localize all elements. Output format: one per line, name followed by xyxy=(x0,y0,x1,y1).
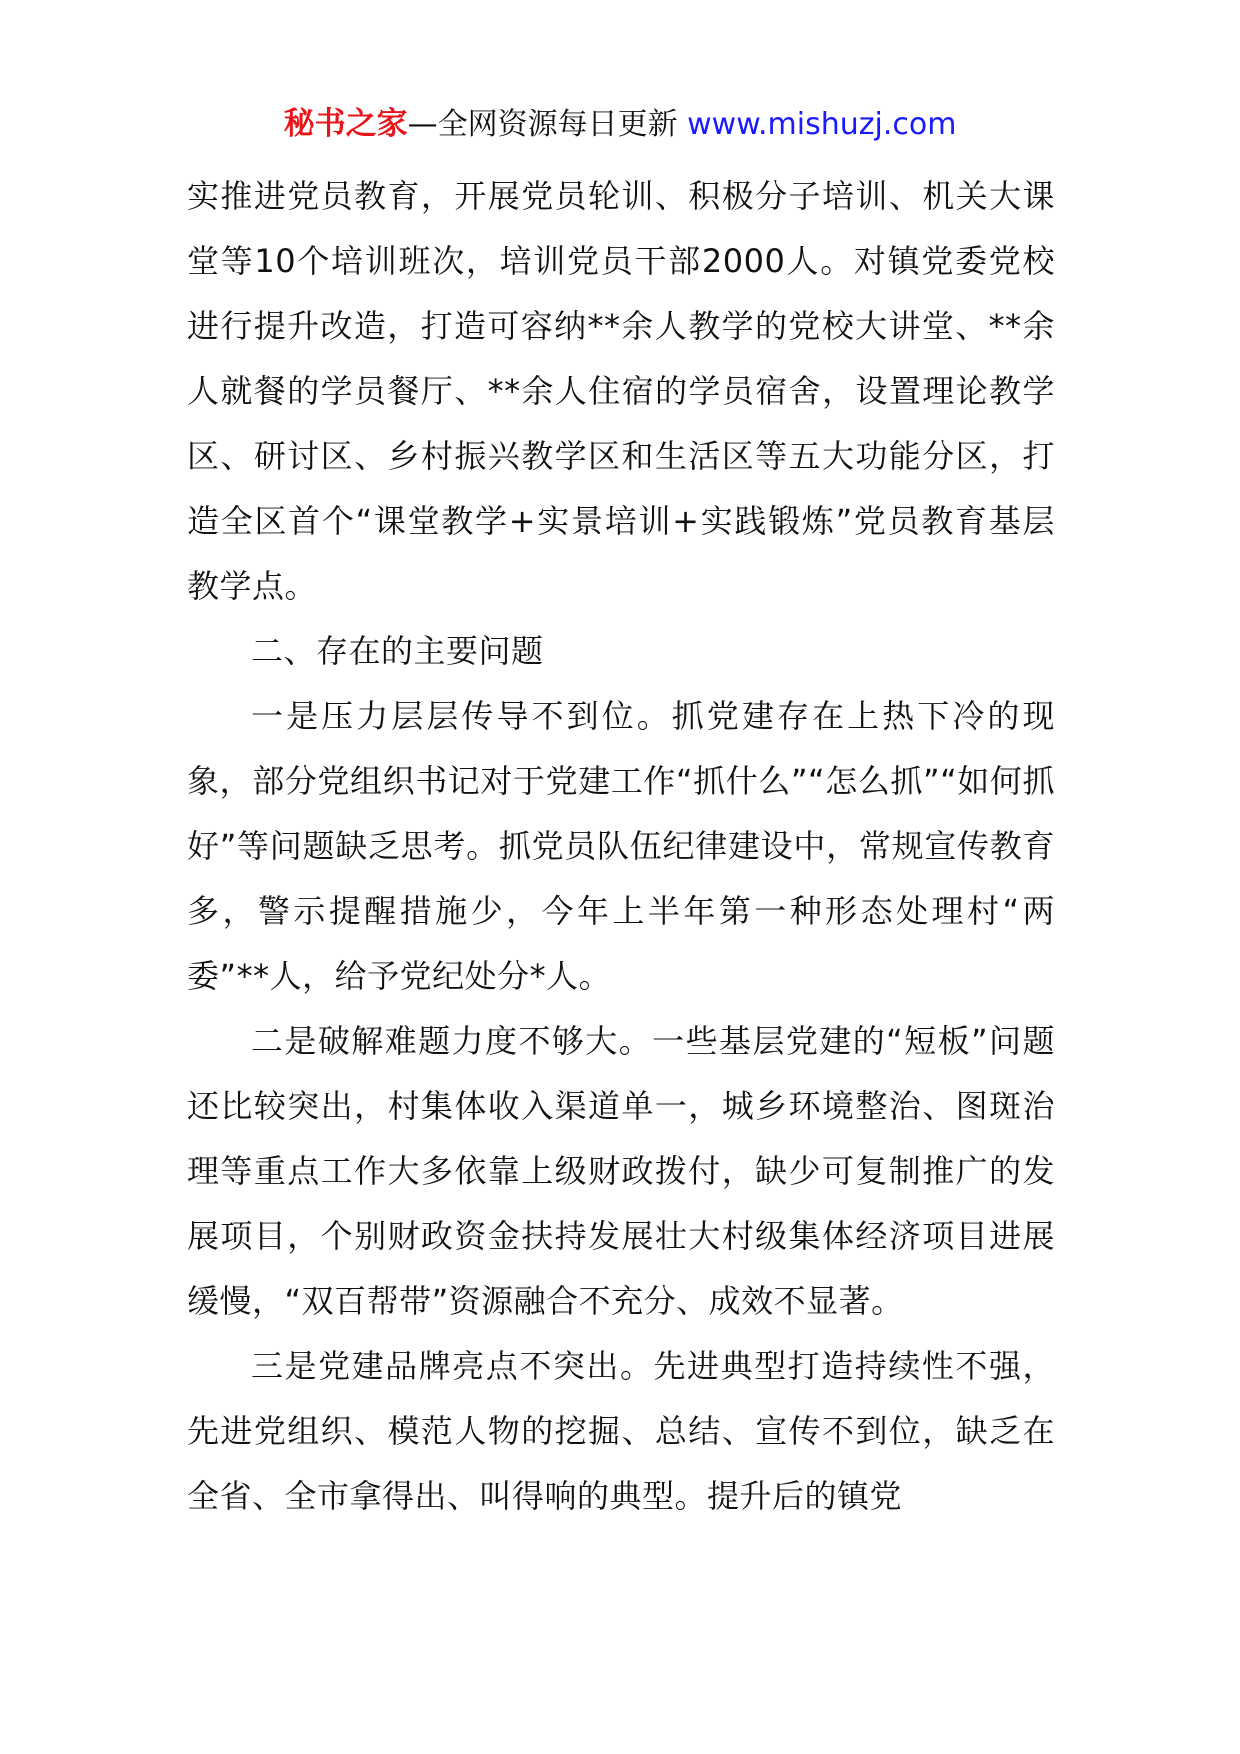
paragraph-problem-2: 二是破解难题力度不够大。一些基层党建的“短板”问题还比较突出，村集体收入渠道单一，城乡环境整治、图斑治理等重点工作大多依靠上级财政拨付，缺少可复制推广的发展项目，个别财政资金扶持发展壮大村级集体经济项目进展缓慢，“双百帮带”资源融合不充分、成效不显著。 xyxy=(187,1022,1055,1320)
site-url-link[interactable]: www.mishuzj.com xyxy=(687,107,957,142)
document-body xyxy=(187,164,1055,1529)
section-heading: 二、存在的主要问题 xyxy=(251,632,544,670)
paragraph-problem-3: 三是党建品牌亮点不突出。先进典型打造持续性不强，先进党组织、模范人物的挖掘、总结、宣传不到位，缺乏在全省、全市拿得出、叫得响的典型。提升后的镇党 xyxy=(187,1347,1055,1515)
brand-name: 秘书之家 xyxy=(283,106,408,142)
header-tagline: —全网资源每日更新 xyxy=(407,107,688,142)
paragraph-continuation: 实推进党员教育，开展党员轮训、积极分子培训、机关大课堂等10个培训班次，培训党员干部2000人。对镇党委党校进行提升改造，打造可容纳**余人教学的党校大讲堂、**余人就餐的学员餐厅、**余人住宿的学员宿舍，设置理论教学区、研讨区、乡村振兴教学区和生活区等五大功能分区，打造全区首个“课堂教学+实景培训+实践锻炼”党员教育基层教学点。 xyxy=(187,177,1055,605)
site-header xyxy=(0,102,1240,147)
paragraph-problem-1: 一是压力层层传导不到位。抓党建存在上热下冷的现象，部分党组织书记对于党建工作“抓什么”“怎么抓”“如何抓好”等问题缺乏思考。抓党员队伍纪律建设中，常规宣传教育多，警示提醒措施少，今年上半年第一种形态处理村“两委”**人，给予党纪处分*人。 xyxy=(187,697,1055,995)
